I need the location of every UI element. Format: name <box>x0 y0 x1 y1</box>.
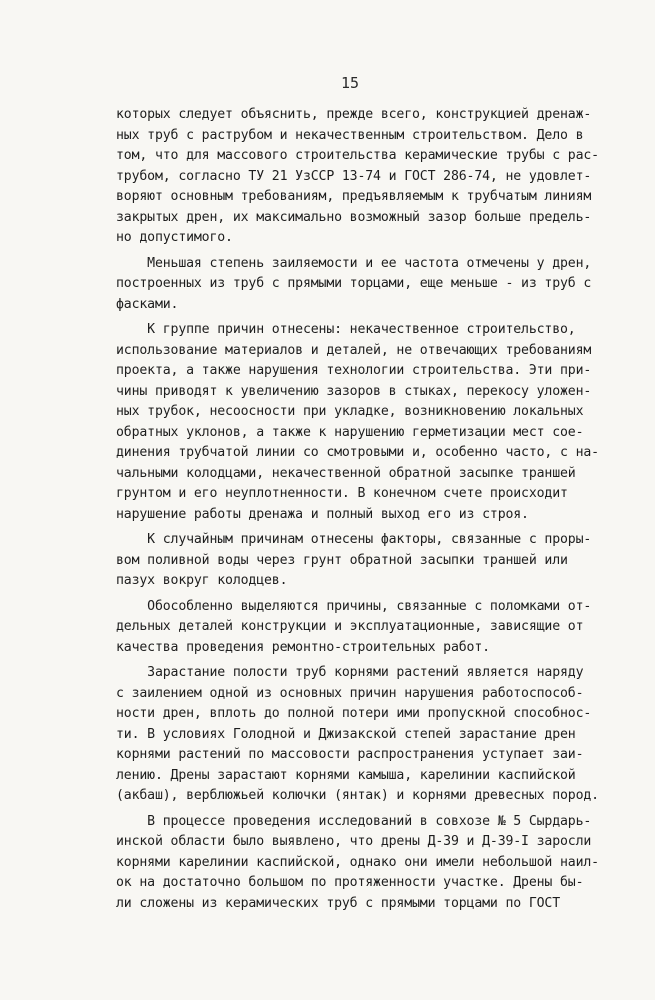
text-line: ности дрен, вплоть до полной потери ими пропускной способнос- <box>116 706 592 721</box>
text-line: воряют основным требованиям, предъявляемым к трубчатым линиям <box>116 189 592 204</box>
text-line: ли сложены из керамических труб с прямыми торцами по ГОСТ <box>116 895 561 911</box>
paragraph <box>116 320 599 525</box>
text-line: грунтом и его неуплотненности. В конечном счете происходит <box>116 486 568 501</box>
text-line: ти. В условиях Голодной и Джизакской степей зарастание дрен <box>116 726 576 742</box>
text-line: Меньшая степень заиляемости и ее частота отмечены у дрен, <box>116 255 592 271</box>
text-line: корнями карелинии каспийской, однако они имели небольшой наил- <box>116 854 599 870</box>
text-line: корнями растений по массовости распространения уступает заи- <box>116 747 584 762</box>
text-line: нарушение работы дренажа и полный выход его из строя. <box>116 506 529 522</box>
text-line: ных труб с раструбом и некачественным строительством. Дело в <box>116 127 584 143</box>
text-line: лению. Дрены зарастают корнями камыша, карелинии каспийской <box>116 767 576 783</box>
text-line: обратных уклонов, а также к нарушению герметизации мест сое- <box>116 424 584 440</box>
text-line: трубом, согласно ТУ 21 УзССР 13-74 и ГОСТ 286-74, не удовлет- <box>116 168 592 184</box>
text-line: пазух вокруг колодцев. <box>116 573 288 588</box>
text-line: закрытых дрен, их максимально возможный зазор больше предель- <box>116 209 592 225</box>
text-line: чины приводят к увеличению зазоров в стыках, перекосу уложен- <box>116 383 592 399</box>
paragraph <box>116 597 592 659</box>
text-line: К случайным причинам отнесены факторы, связанные с проры- <box>116 532 592 547</box>
text-line: использование материалов и деталей, не отвечающих требованиям <box>116 342 592 358</box>
text-line: (акбаш), верблюжьей колючки (янтак) и корнями древесных пород. <box>116 788 599 803</box>
paragraph <box>116 105 599 249</box>
text-line: Обособленно выделяются причины, связанные с поломками от- <box>116 598 592 614</box>
text-line: том, что для массового строительства керамические трубы с рас- <box>116 148 599 163</box>
text-line: проекта, а также нарушения технологии строительства. Эти при- <box>116 363 592 378</box>
text-line: чальными колодцами, некачественной обратной засыпке траншей <box>116 465 576 481</box>
text-line: дельных деталей конструкции и эксплуатационные, зависящие от <box>116 619 584 634</box>
text-line: с заилением одной из основных причин нарушения работоспособ- <box>116 685 584 701</box>
text-line: инской области было выявлено, что дрены Д-39 и Д-39-I заросли <box>116 834 592 849</box>
page-number: 15 <box>340 74 360 92</box>
text-line: фасками. <box>116 296 179 312</box>
text-line: построенных из труб с прямыми торцами, еще меньше - из труб с <box>116 276 592 291</box>
text-line: динения трубчатой линии со смотровыми и, особенно часто, с на- <box>116 445 599 460</box>
text-line: качества проведения ремонтно-строительных работ. <box>116 639 490 655</box>
text-line: но допустимого. <box>116 230 233 245</box>
text-line: которых следует объяснить, прежде всего, конструкцией дренаж- <box>116 107 592 122</box>
text-line: В процессе проведения исследований в совхозе № 5 Сырдарь- <box>116 813 592 829</box>
paragraph <box>116 812 599 915</box>
body-text <box>116 105 599 914</box>
paragraph <box>116 530 592 592</box>
text-line: вом поливной воды через грунт обратной засыпки траншей или <box>116 552 568 568</box>
paragraph <box>116 663 599 807</box>
paragraph <box>116 254 592 316</box>
text-line: ок на достаточно большом по протяженности участке. Дрены бы- <box>116 875 584 890</box>
text-line: К группе причин отнесены: некачественное строительство, <box>116 322 576 337</box>
text-line: ных трубок, несоосности при укладке, возникновению локальных <box>116 404 584 419</box>
text-line: Зарастание полости труб корнями растений является наряду <box>116 665 584 680</box>
